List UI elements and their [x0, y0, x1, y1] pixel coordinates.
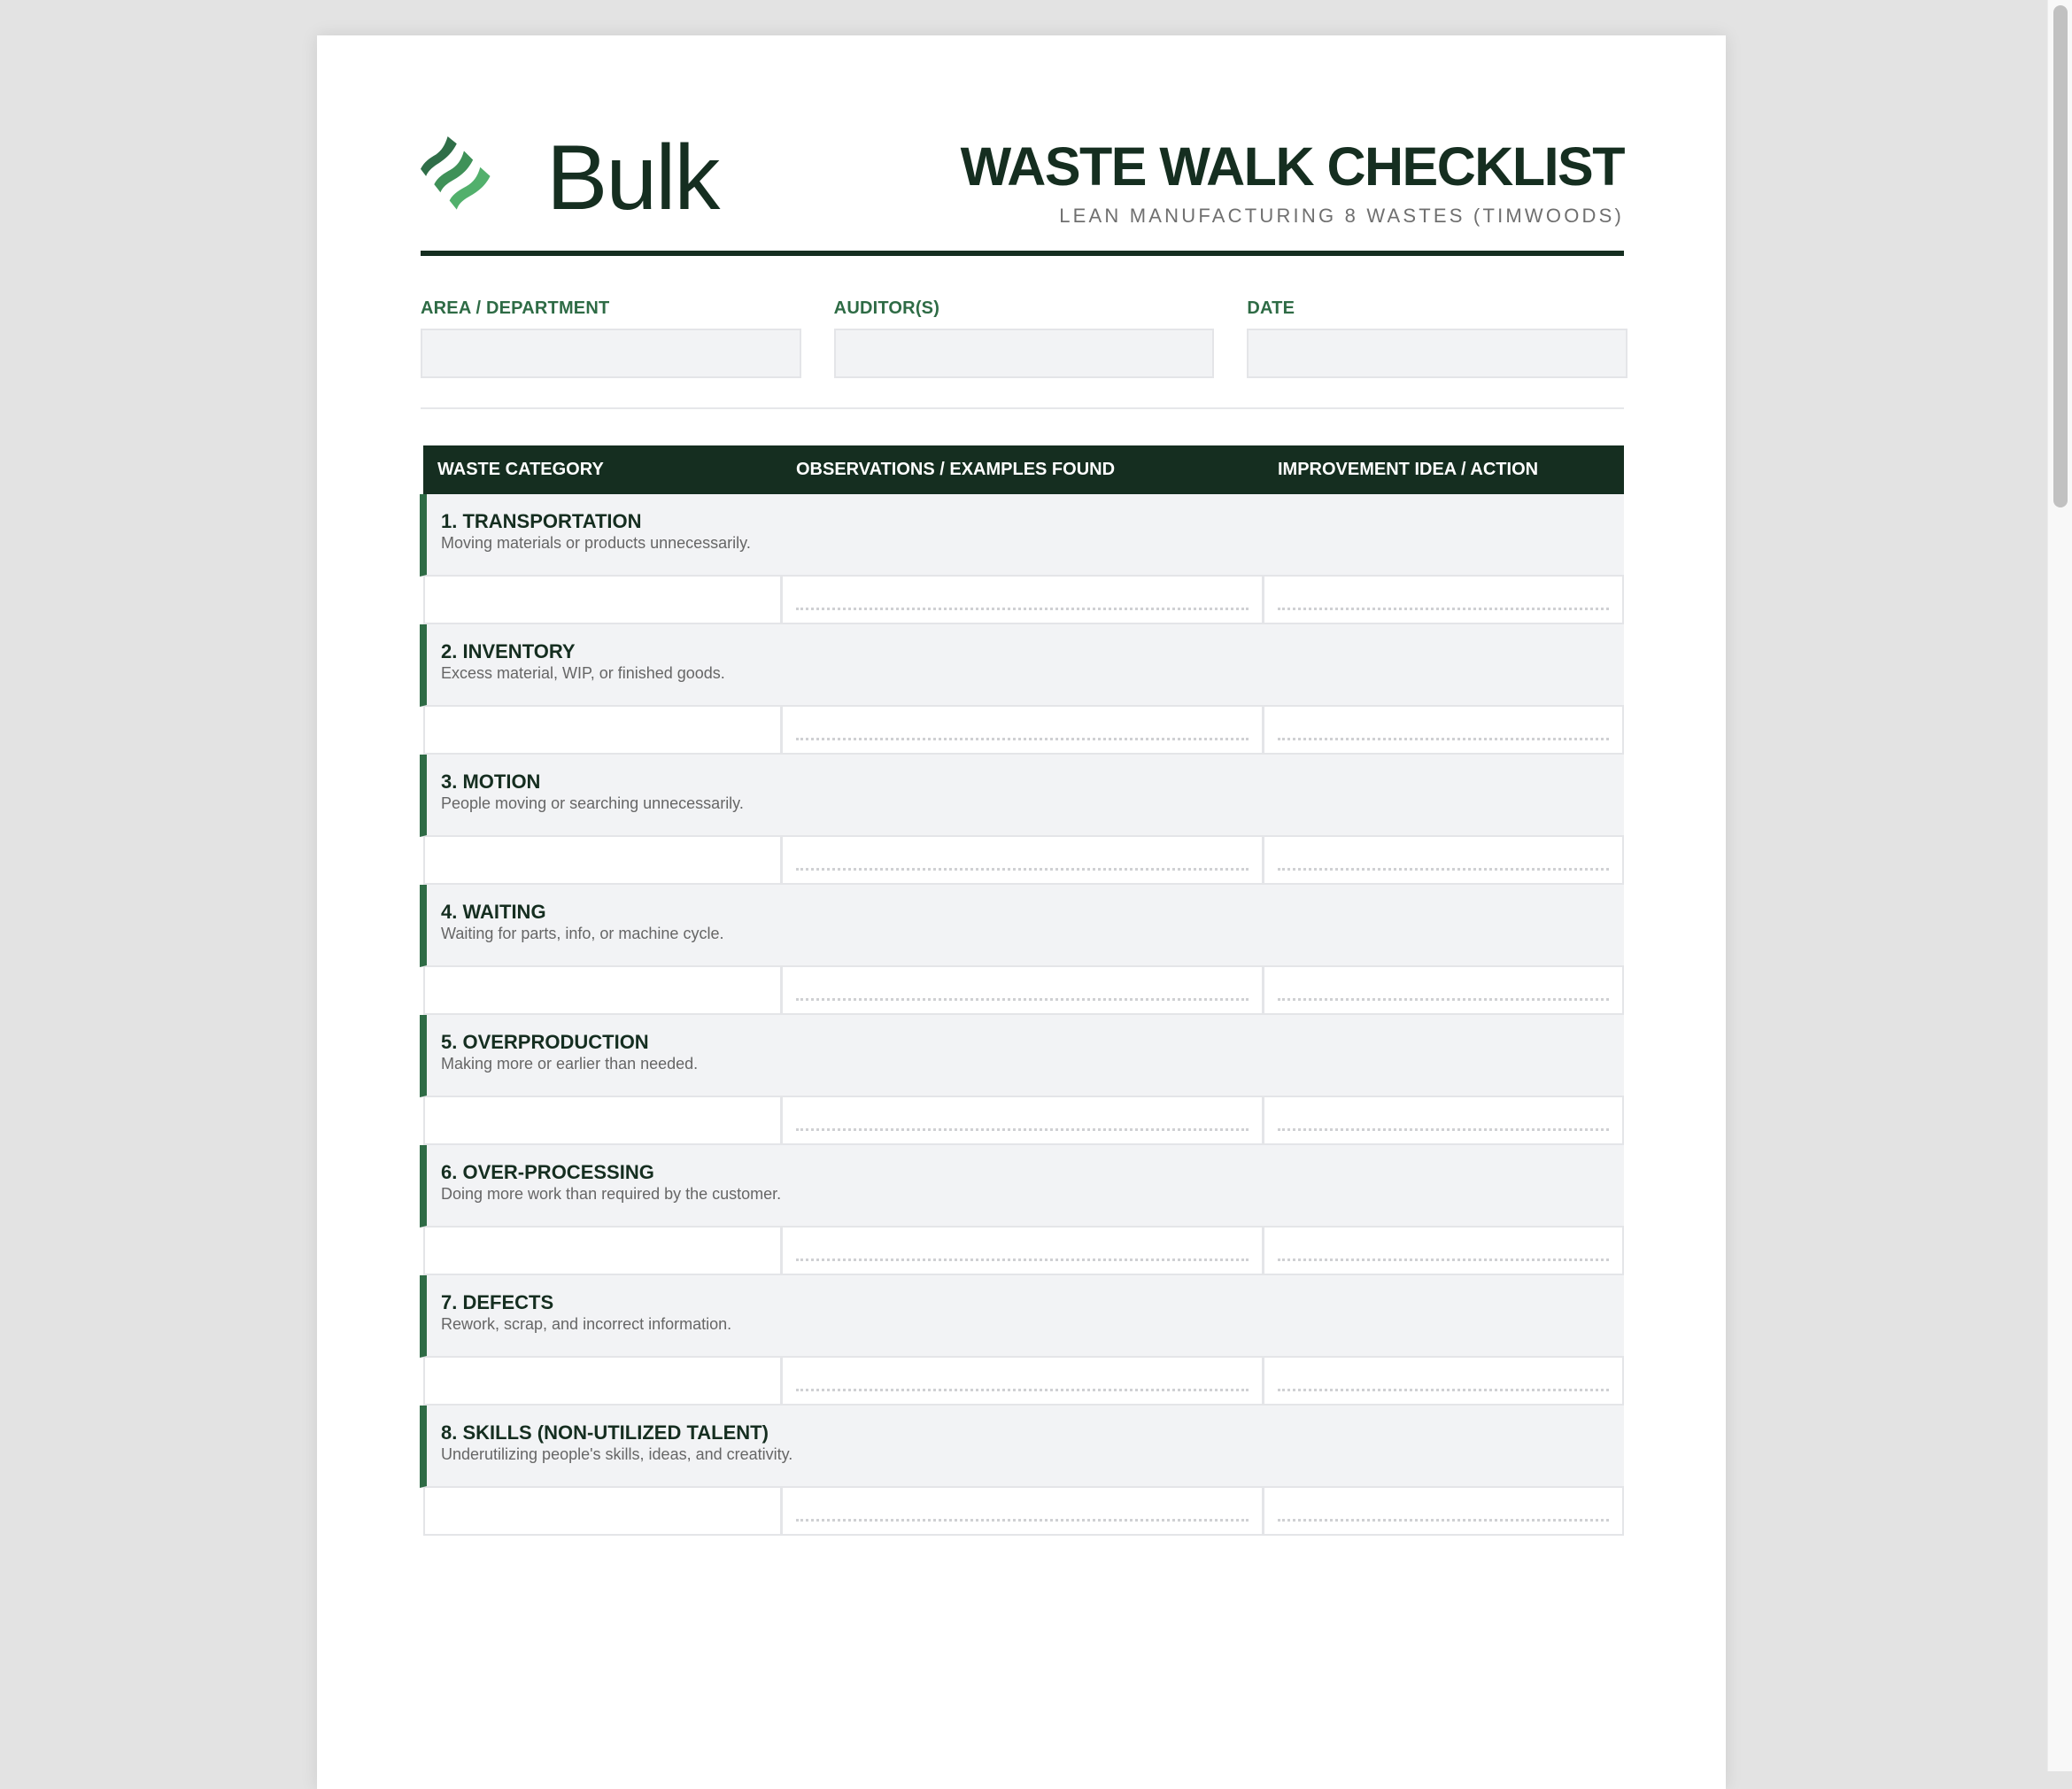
field-date [1247, 299, 1627, 378]
dotted-writing-line [1278, 608, 1609, 610]
category-row-motion [420, 755, 1624, 837]
dotted-writing-line [796, 1258, 1249, 1261]
category-row-skills [420, 1406, 1624, 1488]
category-row-over-processing [420, 1145, 1624, 1228]
observation-input[interactable] [796, 1363, 1249, 1390]
category-title: 2. INVENTORY [441, 640, 576, 662]
action-cell [1264, 1358, 1622, 1404]
category-description: Doing more work than required by the customer. [441, 1185, 782, 1203]
table-header [423, 445, 1624, 494]
vertical-scrollbar[interactable] [2047, 0, 2072, 1771]
blank-cell [425, 707, 783, 753]
blank-cell [425, 577, 783, 623]
input-row-overproduction [423, 1097, 1624, 1145]
observation-cell [783, 1358, 1264, 1404]
dotted-writing-line [796, 1389, 1249, 1391]
blank-cell [425, 1488, 783, 1534]
category-description: Waiting for parts, info, or machine cycle. [441, 925, 724, 942]
document-page [317, 35, 1726, 1789]
input-row-motion [423, 837, 1624, 885]
title-block [960, 136, 1624, 227]
action-cell [1264, 1488, 1622, 1534]
category-title: 6. OVER-PROCESSING [441, 1161, 654, 1183]
action-input[interactable] [1278, 712, 1609, 739]
dotted-writing-line [1278, 1389, 1609, 1391]
brand-name: Bulk [546, 127, 719, 229]
category-title: 4. WAITING [441, 901, 546, 923]
input-row-waiting [423, 967, 1624, 1015]
page-subtitle: LEAN MANUFACTURING 8 WASTES (TIMWOODS) [1059, 205, 1624, 227]
dotted-writing-line [796, 1128, 1249, 1131]
section-divider [421, 407, 1624, 409]
category-title: 3. MOTION [441, 771, 541, 793]
observation-input[interactable] [796, 1493, 1249, 1520]
field-area-department [421, 299, 801, 378]
dotted-writing-line [1278, 1258, 1609, 1261]
brand [421, 127, 719, 229]
observation-cell [783, 1228, 1264, 1274]
action-cell [1264, 1228, 1622, 1274]
input-row-defects [423, 1358, 1624, 1406]
category-title: 5. OVERPRODUCTION [441, 1031, 649, 1053]
category-row-defects [420, 1275, 1624, 1358]
category-description: Moving materials or products unnecessarily. [441, 534, 751, 552]
category-title: 8. SKILLS (NON-UTILIZED TALENT) [441, 1421, 769, 1444]
observation-cell [783, 837, 1264, 883]
category-row-inventory [420, 624, 1624, 707]
column-header-improvement: IMPROVEMENT IDEA / ACTION [1278, 460, 1539, 479]
dotted-writing-line [1278, 738, 1609, 740]
observation-cell [783, 967, 1264, 1013]
category-description: Excess material, WIP, or finished goods. [441, 664, 725, 682]
observation-cell [783, 1488, 1264, 1534]
observation-input[interactable] [796, 712, 1249, 739]
column-header-observations: OBSERVATIONS / EXAMPLES FOUND [796, 460, 1116, 479]
dotted-writing-line [796, 1519, 1249, 1522]
action-cell [1264, 837, 1622, 883]
action-input[interactable] [1278, 1103, 1609, 1129]
category-row-transportation [420, 494, 1624, 577]
table-body [420, 494, 1624, 1536]
field-label: AUDITOR(S) [833, 298, 940, 318]
action-input[interactable] [1278, 972, 1609, 999]
auditors-input[interactable] [834, 329, 1215, 378]
category-title: 7. DEFECTS [441, 1291, 554, 1313]
category-row-waiting [420, 885, 1624, 967]
dotted-writing-line [1278, 868, 1609, 871]
area-department-input[interactable] [421, 329, 801, 378]
waste-checklist-table [420, 445, 1624, 1536]
dotted-writing-line [1278, 1128, 1609, 1131]
scrollbar-thumb[interactable] [2053, 5, 2068, 507]
action-cell [1264, 577, 1622, 623]
action-cell [1264, 707, 1622, 753]
action-cell [1264, 967, 1622, 1013]
category-description: People moving or searching unnecessarily. [441, 794, 744, 812]
dotted-writing-line [796, 738, 1249, 740]
observation-input[interactable] [796, 972, 1249, 999]
dotted-writing-line [1278, 1519, 1609, 1522]
observation-cell [783, 707, 1264, 753]
observation-cell [783, 577, 1264, 623]
action-input[interactable] [1278, 1493, 1609, 1520]
category-description: Rework, scrap, and incorrect information. [441, 1315, 732, 1333]
dotted-writing-line [796, 998, 1249, 1001]
category-description: Underutilizing people's skills, ideas, and creativity. [441, 1445, 793, 1463]
action-cell [1264, 1097, 1622, 1143]
wave-stripes-logo-icon [421, 135, 511, 225]
field-label: AREA / DEPARTMENT [421, 298, 610, 318]
field-label: DATE [1247, 298, 1295, 318]
action-input[interactable] [1278, 1363, 1609, 1390]
input-row-inventory [423, 707, 1624, 755]
blank-cell [425, 1358, 783, 1404]
input-row-skills [423, 1488, 1624, 1536]
blank-cell [425, 837, 783, 883]
input-row-transportation [423, 577, 1624, 624]
blank-cell [425, 1097, 783, 1143]
dotted-writing-line [1278, 998, 1609, 1001]
date-input[interactable] [1247, 329, 1627, 378]
header-divider [421, 251, 1624, 256]
action-input[interactable] [1278, 582, 1609, 608]
observation-input[interactable] [796, 842, 1249, 869]
input-row-over-processing [423, 1228, 1624, 1275]
blank-cell [425, 967, 783, 1013]
field-auditors [834, 299, 1215, 378]
dotted-writing-line [796, 868, 1249, 871]
dotted-writing-line [796, 608, 1249, 610]
page-title: WASTE WALK CHECKLIST [960, 136, 1624, 197]
action-input[interactable] [1278, 1233, 1609, 1259]
audit-info-fields [421, 299, 1627, 378]
category-description: Making more or earlier than needed. [441, 1055, 699, 1073]
observation-input[interactable] [796, 1103, 1249, 1129]
observation-input[interactable] [796, 582, 1249, 608]
category-row-overproduction [420, 1015, 1624, 1097]
category-title: 1. TRANSPORTATION [441, 510, 642, 532]
blank-cell [425, 1228, 783, 1274]
action-input[interactable] [1278, 842, 1609, 869]
column-header-waste-category: WASTE CATEGORY [437, 460, 604, 479]
observation-cell [783, 1097, 1264, 1143]
observation-input[interactable] [796, 1233, 1249, 1259]
